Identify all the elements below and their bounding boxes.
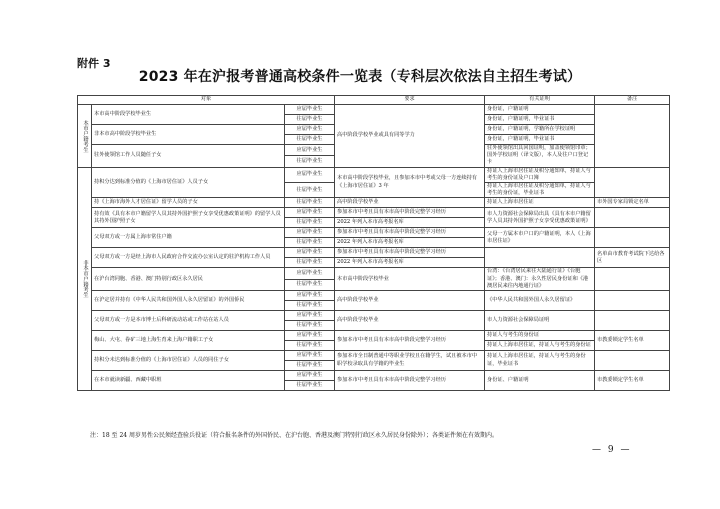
requirement-cell: 参加本市中考且具有本市高中阶段完整学习经历 — [335, 371, 485, 391]
note-cell: 名单由市教育考试院下达给各区 — [595, 248, 670, 268]
student-type-cell: 应届毕业生 — [285, 311, 335, 321]
requirement-cell: 高中阶段学校毕业 — [335, 291, 485, 311]
student-type-cell: 往届毕业生 — [285, 115, 335, 125]
subject-cell: 持积分未达到标准分值的《上海市居住证》人员的同住子女 — [92, 351, 285, 371]
note-cell: 市教委锁定学生名单 — [595, 331, 670, 351]
requirement-cell: 2022 年列入本市高考报名库 — [335, 218, 485, 228]
subject-cell: 父母双方或一方属上海市常住户籍 — [92, 228, 285, 248]
note-cell: 市外国专家局锁定名单 — [595, 198, 670, 208]
table-row — [78, 331, 670, 341]
table-row — [78, 351, 670, 361]
subject-cell: 在沪台湾同胞、香港、澳门特别行政区永久居民 — [92, 268, 285, 291]
student-type-cell: 应届毕业生 — [285, 145, 335, 156]
student-type-cell: 应届毕业生 — [285, 351, 335, 361]
footnote: 注：18 至 24 周岁男性公民须经查验兵役证（符合报名条件的外国侨民、在沪台胞、香港及澳门特别行政区永久居民身份除外）；各类证件须在有效期内。 — [90, 432, 498, 439]
student-type-cell: 往届毕业生 — [285, 361, 335, 371]
certificate-cell: 持证人上海市居住证，持证人与考生的身份证，毕业证书 — [485, 351, 595, 371]
certificate-cell: 身份证，户籍证明 — [485, 105, 595, 115]
certificate-cell: 持证人上海市居住证及积分通知单，持证人与考生的身份证及户口簿 — [485, 167, 595, 182]
requirement-cell: 参加本市全日制普通中等职业学校且在籍学生，试且被本市中职学校录取具有学籍的毕业生 — [335, 351, 485, 371]
table-row — [78, 228, 670, 238]
certificate-cell: 市人力资源社会保障局出具《具有本市户籍留学人员其持外国护照子女享受优惠政策证明》 — [485, 208, 595, 228]
student-type-cell: 往届毕业生 — [285, 258, 335, 268]
note-cell — [595, 351, 670, 371]
requirement-cell: 参加本市中考且具有本市高中阶段完整学习经历 — [335, 228, 485, 238]
requirement-cell: 参加本市中考且具有本市高中阶段完整学习经历 — [335, 208, 485, 218]
certificate-cell: 父母一方属本市户口的户籍证明，本人《上海市居住证》 — [485, 228, 595, 248]
student-type-cell: 应届毕业生 — [285, 268, 335, 279]
requirement-cell: 高中阶段学校毕业 — [335, 198, 485, 208]
note-cell — [595, 311, 670, 331]
note-cell: 市教委锁定学生名单 — [595, 371, 670, 391]
student-type-cell: 往届毕业生 — [285, 198, 335, 208]
subject-cell: 父母双方或一方是经上海市人民政府合作交流办公室认定的驻沪机构工作人员 — [92, 248, 285, 268]
eligibility-table — [77, 95, 670, 391]
table-row — [78, 105, 670, 115]
requirement-cell: 高中阶段学校毕业或具有同等学力 — [335, 105, 485, 168]
student-type-cell: 往届毕业生 — [285, 218, 335, 228]
student-type-cell: 应届毕业生 — [285, 248, 335, 258]
certificate-cell: 《中华人民共和国外国人永久居留证》 — [485, 291, 595, 311]
student-type-cell: 往届毕业生 — [285, 341, 335, 351]
student-type-cell: 应届毕业生 — [285, 208, 335, 218]
table-row — [78, 198, 670, 208]
student-type-cell: 往届毕业生 — [285, 183, 335, 198]
certificate-cell — [485, 248, 595, 268]
student-type-cell: 往届毕业生 — [285, 381, 335, 391]
certificate-cell: 持证人上海市居住证，持证人与考生的身份证 — [485, 341, 595, 351]
group-label: 本市户籍考生 — [78, 105, 92, 168]
note-cell — [595, 105, 670, 168]
subject-cell: 本市高中阶段学校毕业生 — [92, 105, 285, 125]
table-header-row — [78, 96, 670, 105]
student-type-cell: 应届毕业生 — [285, 105, 335, 115]
table-row — [78, 268, 670, 279]
table-row — [78, 167, 670, 182]
requirement-cell: 本市高中阶段学校毕业 — [335, 268, 485, 291]
certificate-cell: 身份证，户籍证明，学籍所在学校证明 — [485, 125, 595, 135]
header-requirement: 要求 — [335, 96, 485, 105]
subject-cell: 在沪定居并持有《中华人民共和国外国人永久居留证》的外国侨民 — [92, 291, 285, 311]
header-subject: 对象 — [78, 96, 335, 105]
note-cell — [595, 228, 670, 248]
subject-cell: 持积分达到标准分值的《上海市居住证》人员子女 — [92, 167, 285, 198]
table-body — [78, 105, 670, 391]
certificate-cell: 台湾：《台湾居民来往大陆通行证》《台胞证》；香港、澳门：永久性居民身份证和《港澳居民来往内地通行证》 — [485, 268, 595, 291]
header-certificate: 有关证明 — [485, 96, 595, 105]
table-row — [78, 208, 670, 218]
student-type-cell: 应届毕业生 — [285, 125, 335, 135]
certificate-cell: 市人力资源社会保障局证明 — [485, 311, 595, 331]
student-type-cell: 应届毕业生 — [285, 291, 335, 301]
certificate-cell: 身份证、户籍证明 — [485, 371, 595, 391]
student-type-cell: 往届毕业生 — [285, 238, 335, 248]
group-label: 非本市户籍考生 — [78, 167, 92, 390]
subject-cell: 父母双方或一方是本市博士后科研流动站或工作站在站人员 — [92, 311, 285, 331]
note-cell — [595, 268, 670, 291]
requirement-cell: 2022 年列入本市高考报名库 — [335, 258, 485, 268]
table-row — [78, 311, 670, 321]
student-type-cell: 往届毕业生 — [285, 321, 335, 331]
subject-cell: 梅山、大屯、眷矿三地上海生育来上海户籍职工子女 — [92, 331, 285, 351]
note-cell — [595, 208, 670, 228]
requirement-cell: 2022 年列入本市高考报名库 — [335, 238, 485, 248]
requirement-cell: 本市高中阶段学校毕业，且参加本市中考或父母一方连续持有《上海市居住证》3 年 — [335, 167, 485, 198]
subject-cell: 非本市高中阶段学校毕业生 — [92, 125, 285, 145]
document-title: 2023 年在沪报考普通高校条件一览表（专科层次依法自主招生考试） — [138, 69, 582, 85]
subject-cell: 驻外使领馆工作人员随任子女 — [92, 145, 285, 168]
student-type-cell: 往届毕业生 — [285, 301, 335, 311]
note-cell — [595, 291, 670, 311]
student-type-cell: 应届毕业生 — [285, 167, 335, 182]
note-cell — [595, 167, 670, 198]
attachment-label: 附件 3 — [77, 57, 111, 70]
subject-cell: 在本市就读新疆、西藏中职班 — [92, 371, 285, 391]
table-row — [78, 248, 670, 258]
student-type-cell: 往届毕业生 — [285, 279, 335, 290]
student-type-cell: 往届毕业生 — [285, 135, 335, 145]
requirement-cell: 参加本市中考且具有本市高中阶段完整学习经历 — [335, 248, 485, 258]
certificate-cell: 身份证，户籍证明，毕业证书 — [485, 135, 595, 145]
student-type-cell: 应届毕业生 — [285, 371, 335, 381]
certificate-cell: 持证人上海市居住证 — [485, 198, 595, 208]
table-row — [78, 371, 670, 381]
student-type-cell: 应届毕业生 — [285, 331, 335, 341]
certificate-cell: 持证人上海市居住证及积分通知单，持证人与考生的身份证，毕业证书 — [485, 183, 595, 198]
student-type-cell: 应届毕业生 — [285, 228, 335, 238]
requirement-cell: 高中阶段学校毕业 — [335, 311, 485, 331]
certificate-cell: 持证人与考生的身份证 — [485, 331, 595, 341]
requirement-cell: 参加本市中考且具有本市高中阶段完整学习经历 — [335, 331, 485, 351]
student-type-cell: 往届毕业生 — [285, 156, 335, 167]
subject-cell: 持有效《具有本市户籍留学人员其持外国护照子女享受优惠政策证明》的留学人员其持外国护照子女 — [92, 208, 285, 228]
certificate-cell: 驻外使领馆出具回国证明，加盖使领馆印章；国外学校证明（译文版），本人及往户口登记卡 — [485, 145, 595, 168]
certificate-cell: 身份证，户籍证明，毕业证书 — [485, 115, 595, 125]
page-number: — 9 — — [592, 445, 632, 455]
header-note: 备注 — [595, 96, 670, 105]
subject-cell: 持《上海市海外人才居住证》留学人员的子女 — [92, 198, 285, 208]
table-row — [78, 291, 670, 301]
